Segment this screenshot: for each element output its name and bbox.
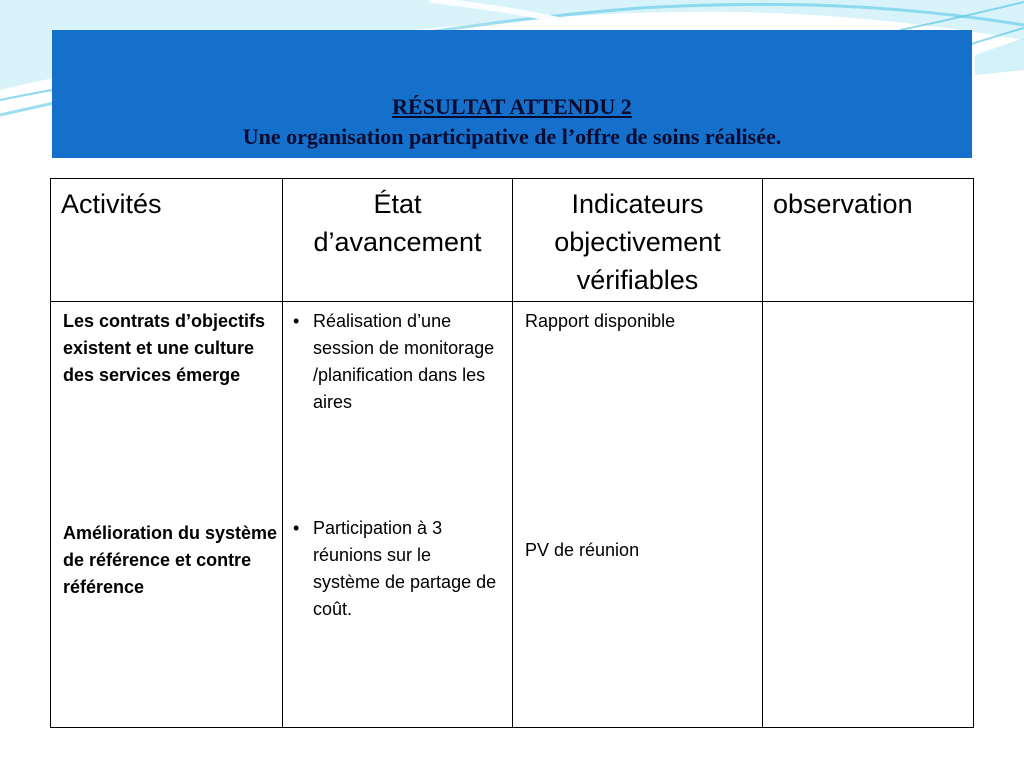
slide-title: RÉSULTAT ATTENDU 2: [392, 94, 632, 119]
indicator-item: PV de réunion: [525, 540, 640, 560]
progress-item: [293, 515, 503, 623]
observation-cell: [763, 302, 974, 728]
activities-cell: [51, 302, 283, 728]
progress-cell: [283, 302, 513, 728]
progress-text: Participation à 3 réunions sur le système de partage de coût.: [313, 518, 497, 619]
activity-item: Les contrats d’objectifs existent et une culture des services émerge: [63, 311, 266, 385]
progress-item: [293, 308, 503, 416]
indicators-cell: [513, 302, 763, 728]
slide-subtitle: Une organisation participative de l’offre de soins réalisée.: [242, 124, 782, 149]
header-activites: Activités: [51, 179, 283, 302]
results-table: [50, 178, 974, 728]
progress-text: Réalisation d’une session de monitorage /planification dans les aires: [313, 311, 495, 412]
indicator-item: Rapport disponible: [525, 311, 676, 331]
activity-item: Amélioration du système de référence et contre référence: [63, 523, 278, 597]
bullet-icon: •: [293, 518, 300, 538]
header-observation: observation: [763, 179, 974, 302]
table-row: [51, 302, 974, 728]
title-banner: [52, 30, 972, 158]
table-header-row: [51, 179, 974, 302]
bullet-icon: •: [293, 311, 300, 331]
header-indicateurs: Indicateurs objectivement vérifiables: [513, 179, 763, 302]
header-etat-avancement: État d’avancement: [283, 179, 513, 302]
